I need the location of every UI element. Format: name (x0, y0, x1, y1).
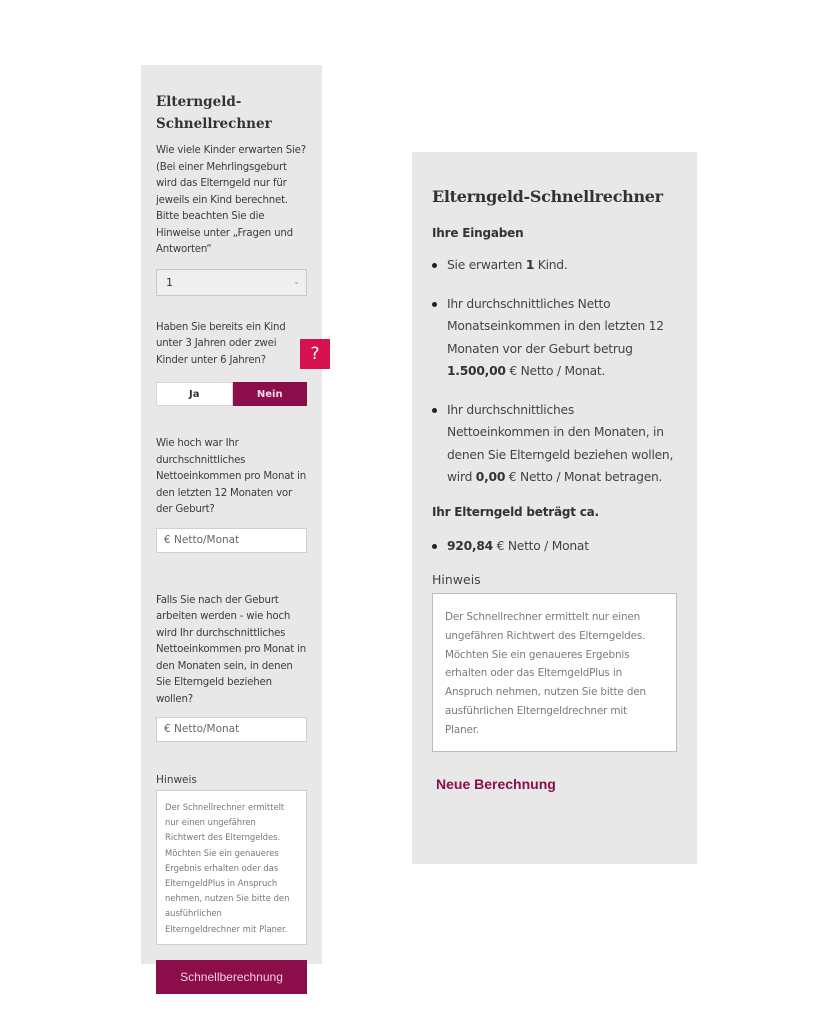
help-question-icon[interactable]: ? (300, 339, 330, 369)
form-title (156, 91, 307, 135)
siblings-no-button[interactable]: Nein (233, 382, 308, 406)
siblings-yes-button[interactable]: Ja (156, 382, 233, 406)
inputs-list (432, 254, 677, 489)
inputs-heading: Ihre Eingaben (432, 226, 524, 240)
new-calculation-link[interactable]: Neue Berechnung (436, 776, 556, 792)
elterngeld-amount: 920,84 (447, 538, 493, 553)
question-children-label: Wie viele Kinder erwarten Sie? (Bei einer Mehrlingsgeburt wird das Elterngeld nur für jeweils ein Kind berechnet. Bitte beachten Sie die Hinweise unter „Fragen und Antworten“ (156, 145, 306, 255)
text: Kind. (534, 258, 568, 272)
result-hint-label: Hinweis (432, 572, 481, 587)
income-before-input[interactable]: € Netto/Monat (156, 528, 307, 553)
list-item-amount (432, 535, 677, 558)
calculator-form-panel (141, 65, 322, 984)
chevron-down-icon: ⌄ (293, 276, 300, 286)
text: Ihr durchschnittliches Netto Monatseinkommen in den letzten 12 Monaten vor der Geburt betrug (447, 296, 664, 356)
result-hint-box: Der Schnellrechner ermittelt nur einen ungefähren Richtwert des Elterngeldes. Möchten Sie ein genaueres Ergebnis erhalten oder das ElterngeldPlus in Anspruch nehmen, nutzen Sie bitte den ausführlichen Elterngeldrechner mit Planer. (432, 593, 677, 752)
children-count-value: 1 (166, 275, 173, 289)
question-income-after-label: Falls Sie nach der Geburt arbeiten werden - wie hoch wird Ihr durchschnittliches Nettoeinkommen pro Monat in den Monaten sein, in denen Sie Elterngeld beziehen wollen? (156, 594, 306, 705)
question-siblings-label: Haben Sie bereits ein Kind unter 3 Jahren oder zwei Kinder unter 6 Jahren? (156, 321, 286, 366)
list-item-children (432, 254, 677, 277)
text: Sie erwarten (447, 258, 526, 272)
list-item-income-after (432, 399, 677, 489)
result-title: Elterngeld-Schnellrechner (432, 187, 663, 206)
children-value: 1 (525, 258, 535, 272)
income-before-value: 1.500,00 (447, 364, 506, 378)
result-list (432, 535, 677, 558)
text: € Netto / Monat betragen. (505, 470, 663, 484)
hint-label: Hinweis (156, 774, 197, 786)
form-title-line2: Schnellrechner (156, 116, 272, 132)
income-after-input[interactable]: € Netto/Monat (156, 717, 307, 742)
income-after-value: 0,00 (475, 470, 506, 484)
list-item-income-before (432, 293, 677, 383)
siblings-toggle (156, 382, 307, 406)
text: € Netto / Monat. (505, 364, 606, 378)
form-title-line1: Elterngeld- (156, 94, 242, 110)
question-income-before-label: Wie hoch war Ihr durchschnittliches Nettoeinkommen pro Monat in den letzten 12 Monaten vor der Geburt? (156, 438, 306, 515)
result-panel (412, 152, 697, 864)
hint-box: Der Schnellrechner ermittelt nur einen ungefähren Richtwert des Elterngeldes. Möchten Sie ein genaueres Ergebnis erhalten oder das ElterngeldPlus in Anspruch nehmen, nutzen Sie bitte den ausführlichen Elterngeldrechner mit Planer. (156, 790, 307, 945)
result-heading: Ihr Elterngeld beträgt ca. (432, 504, 599, 519)
text: Ihr durchschnittliches Nettoeinkommen in den Monaten, in denen Sie Elterngeld beziehen wollen, wird (447, 402, 674, 484)
text: € Netto / Monat (492, 538, 589, 553)
quick-calculation-button[interactable]: Schnellberechnung (156, 960, 307, 994)
children-count-select[interactable] (156, 269, 307, 296)
